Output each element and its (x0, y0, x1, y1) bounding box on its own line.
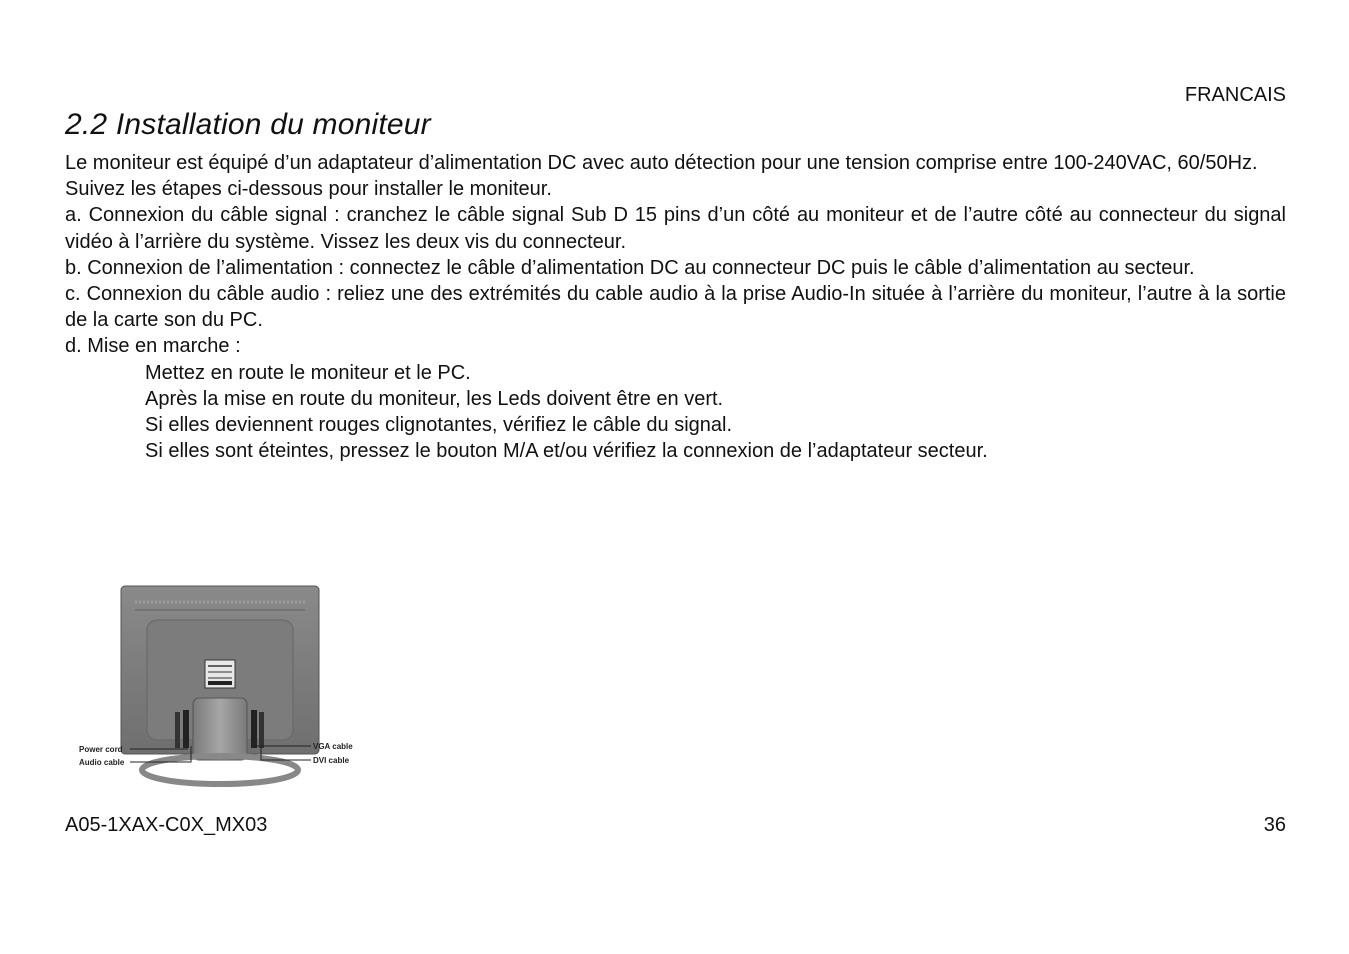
step-item: Si elles deviennent rouges clignotantes, vérifiez le câble du signal. (145, 414, 733, 437)
monitor-rear-figure (75, 580, 365, 790)
dvi-cable-label: DVI cable (313, 756, 350, 765)
power-cord-label: Power cord (79, 745, 123, 754)
step-item: Si elles sont éteintes, pressez le bouton M/A et/ou vérifiez la connexion de l’adaptateur secteur. (145, 440, 988, 463)
paragraph-step-b: b. Connexion de l’alimentation : connectez le câble d’alimentation DC au connecteur DC puis le câble d’alimentation au secteur. (65, 256, 1195, 279)
body-text (65, 150, 1286, 464)
footer-page-number: 36 (1263, 814, 1286, 836)
monitor-stand-neck (193, 698, 247, 760)
paragraph-step-a: a. Connexion du câble signal : cranchez le câble signal Sub D 15 pins d’un côté au moniteur et de l’autre côté au connecteur du signal vidéo à l’arrière du système. Vissez les deux vis du connecteur. (65, 204, 1286, 253)
step-item: Après la mise en route du moniteur, les Leds doivent être en vert. (145, 387, 724, 410)
header-language: FRANCAIS (1184, 84, 1286, 106)
step-item: Mettez en route le moniteur et le PC. (145, 361, 471, 384)
paragraph-step-c: c. Connexion du câble audio : reliez une des extrémités du cable audio à la prise Audio-In située à l’arrière du moniteur, l’autre à la sortie de la carte son du PC. (65, 283, 1286, 332)
audio-cable-label: Audio cable (79, 758, 125, 767)
vga-cable-label: VGA cable (313, 742, 353, 751)
paragraph-step-d: d. Mise en marche : (65, 335, 241, 358)
paragraph-intro: Le moniteur est équipé d’un adaptateur d’alimentation DC avec auto détection pour une tension comprise entre 100-240VAC, 60/50Hz. (65, 152, 1258, 174)
footer-document-code: A05-1XAX-C0X_MX03 (65, 814, 268, 836)
monitor-rear-illustration (75, 580, 365, 790)
paragraph-follow-steps: Suivez les étapes ci-dessous pour installer le moniteur. (65, 178, 552, 201)
section-title: 2.2 Installation du moniteur (65, 108, 431, 141)
